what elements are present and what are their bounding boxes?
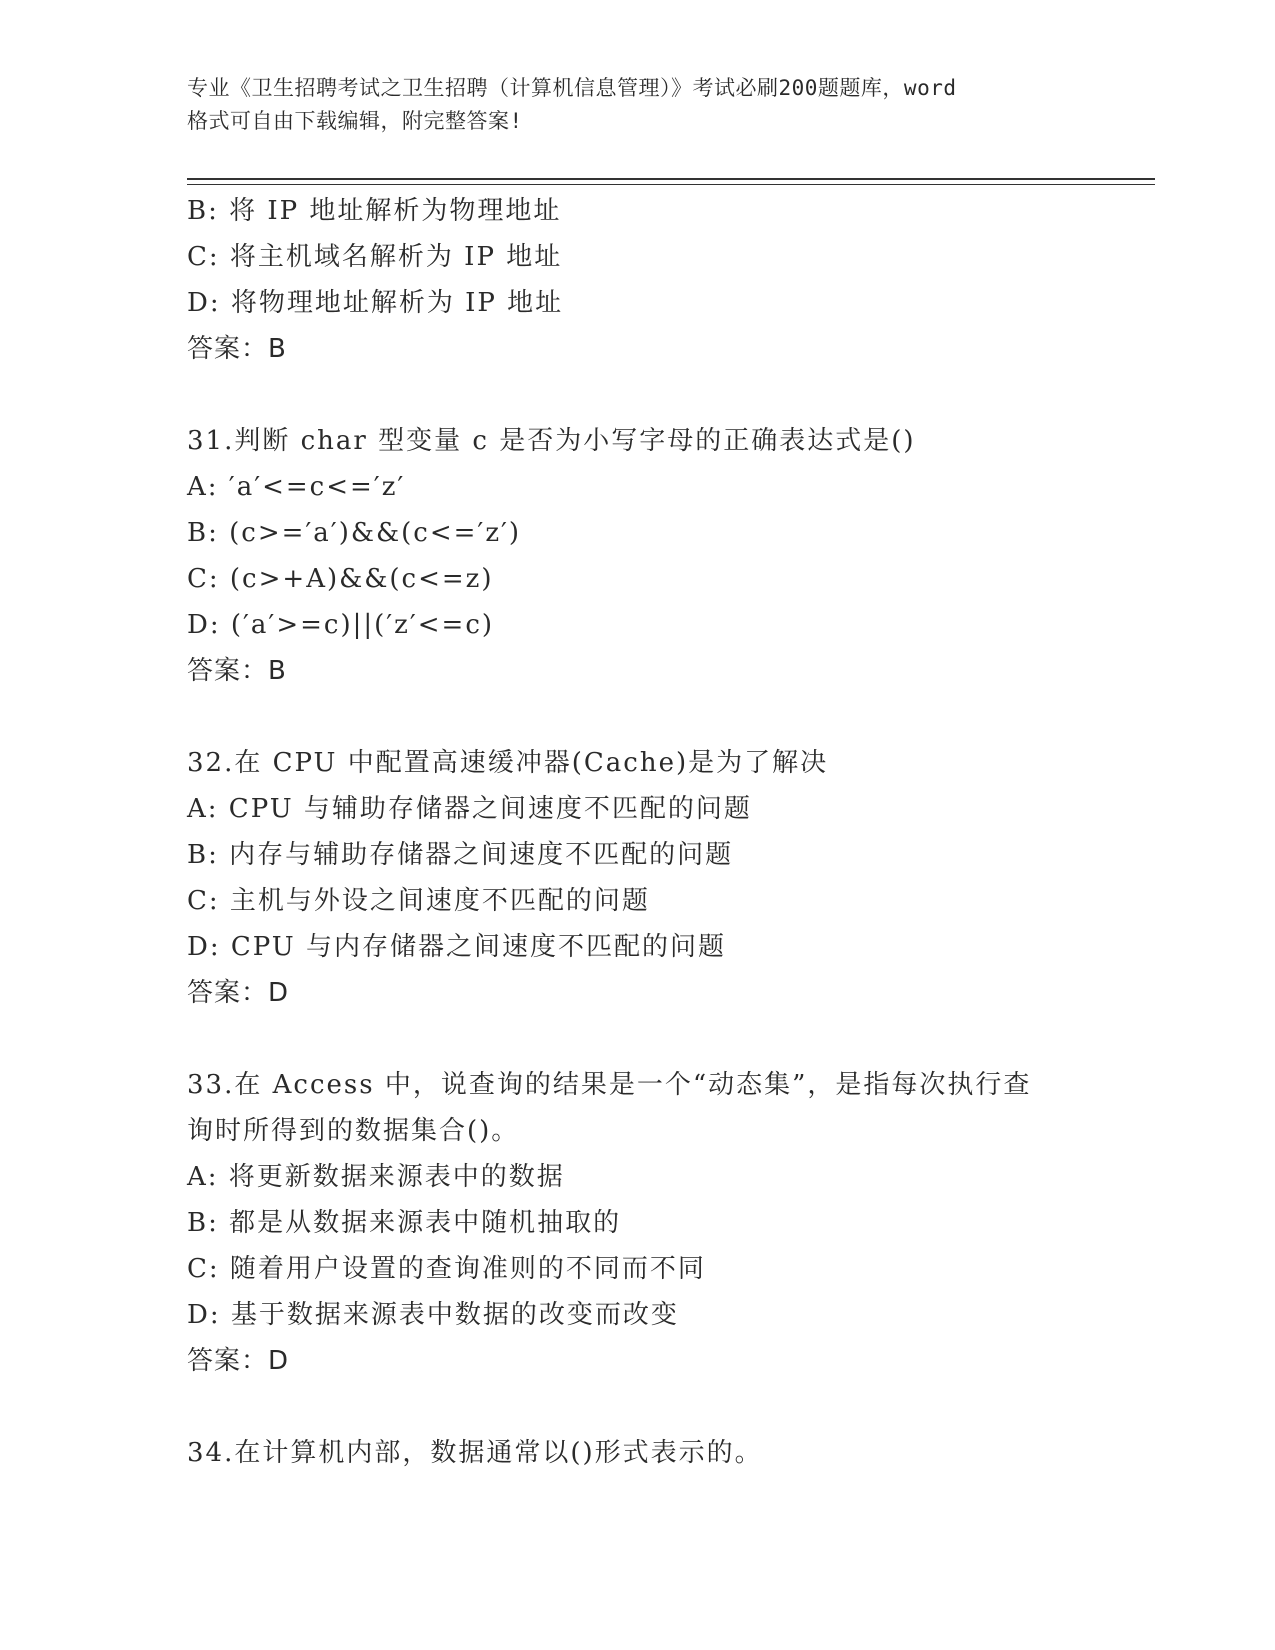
option-b: B: 都是从数据来源表中随机抽取的 xyxy=(187,1208,622,1238)
answer-label: 答案：B xyxy=(187,334,287,364)
spacer xyxy=(187,1384,1147,1430)
question-33 xyxy=(187,1062,1147,1384)
option-a: A: 将更新数据来源表中的数据 xyxy=(187,1162,565,1192)
question-text: 34.在计算机内部，数据通常以()形式表示的。 xyxy=(187,1438,763,1468)
option-b: B: (c>=′a′)&&(c<=′z′) xyxy=(187,518,522,548)
header-title-line-1: 专业《卫生招聘考试之卫生招聘（计算机信息管理）》考试必刷200题题库，word xyxy=(187,76,957,100)
document-header xyxy=(187,72,1087,138)
question-text: 31.判断 char 型变量 c 是否为小写字母的正确表达式是() xyxy=(187,426,916,456)
question-31 xyxy=(187,418,1147,694)
question-30-tail xyxy=(187,188,1147,372)
option-a: A: ′a′<=c<=′z′ xyxy=(187,472,406,502)
answer-label: 答案：D xyxy=(187,1346,290,1376)
option-c: C: (c>+A)&&(c<=z) xyxy=(187,564,494,594)
option-c: C: 随着用户设置的查询准则的不同而不同 xyxy=(187,1254,706,1284)
question-text-line-2: 询时所得到的数据集合()。 xyxy=(187,1116,520,1146)
answer-label: 答案：D xyxy=(187,978,290,1008)
spacer xyxy=(187,1016,1147,1062)
question-32 xyxy=(187,740,1147,1016)
header-divider-thin xyxy=(187,184,1155,185)
header-title-line-2: 格式可自由下载编辑，附完整答案! xyxy=(187,109,523,133)
question-text-line-1: 33.在 Access 中，说查询的结果是一个“动态集”，是指每次执行查 xyxy=(187,1070,1032,1100)
option-b: B: 将 IP 地址解析为物理地址 xyxy=(187,196,562,226)
option-b: B: 内存与辅助存储器之间速度不匹配的问题 xyxy=(187,840,734,870)
option-d: D: 将物理地址解析为 IP 地址 xyxy=(187,288,564,318)
option-d: D: CPU 与内存储器之间速度不匹配的问题 xyxy=(187,932,726,962)
answer-label: 答案：B xyxy=(187,656,287,686)
question-list xyxy=(187,188,1147,1476)
option-a: A: CPU 与辅助存储器之间速度不匹配的问题 xyxy=(187,794,752,824)
option-c: C: 将主机域名解析为 IP 地址 xyxy=(187,242,563,272)
header-divider-thick xyxy=(187,178,1155,180)
question-34 xyxy=(187,1430,1147,1476)
spacer xyxy=(187,694,1147,740)
question-text: 32.在 CPU 中配置高速缓冲器(Cache)是为了解决 xyxy=(187,748,829,778)
option-d: D: 基于数据来源表中数据的改变而改变 xyxy=(187,1300,679,1330)
spacer xyxy=(187,372,1147,418)
option-d: D: (′a′>=c)||(′z′<=c) xyxy=(187,610,495,640)
option-c: C: 主机与外设之间速度不匹配的问题 xyxy=(187,886,650,916)
